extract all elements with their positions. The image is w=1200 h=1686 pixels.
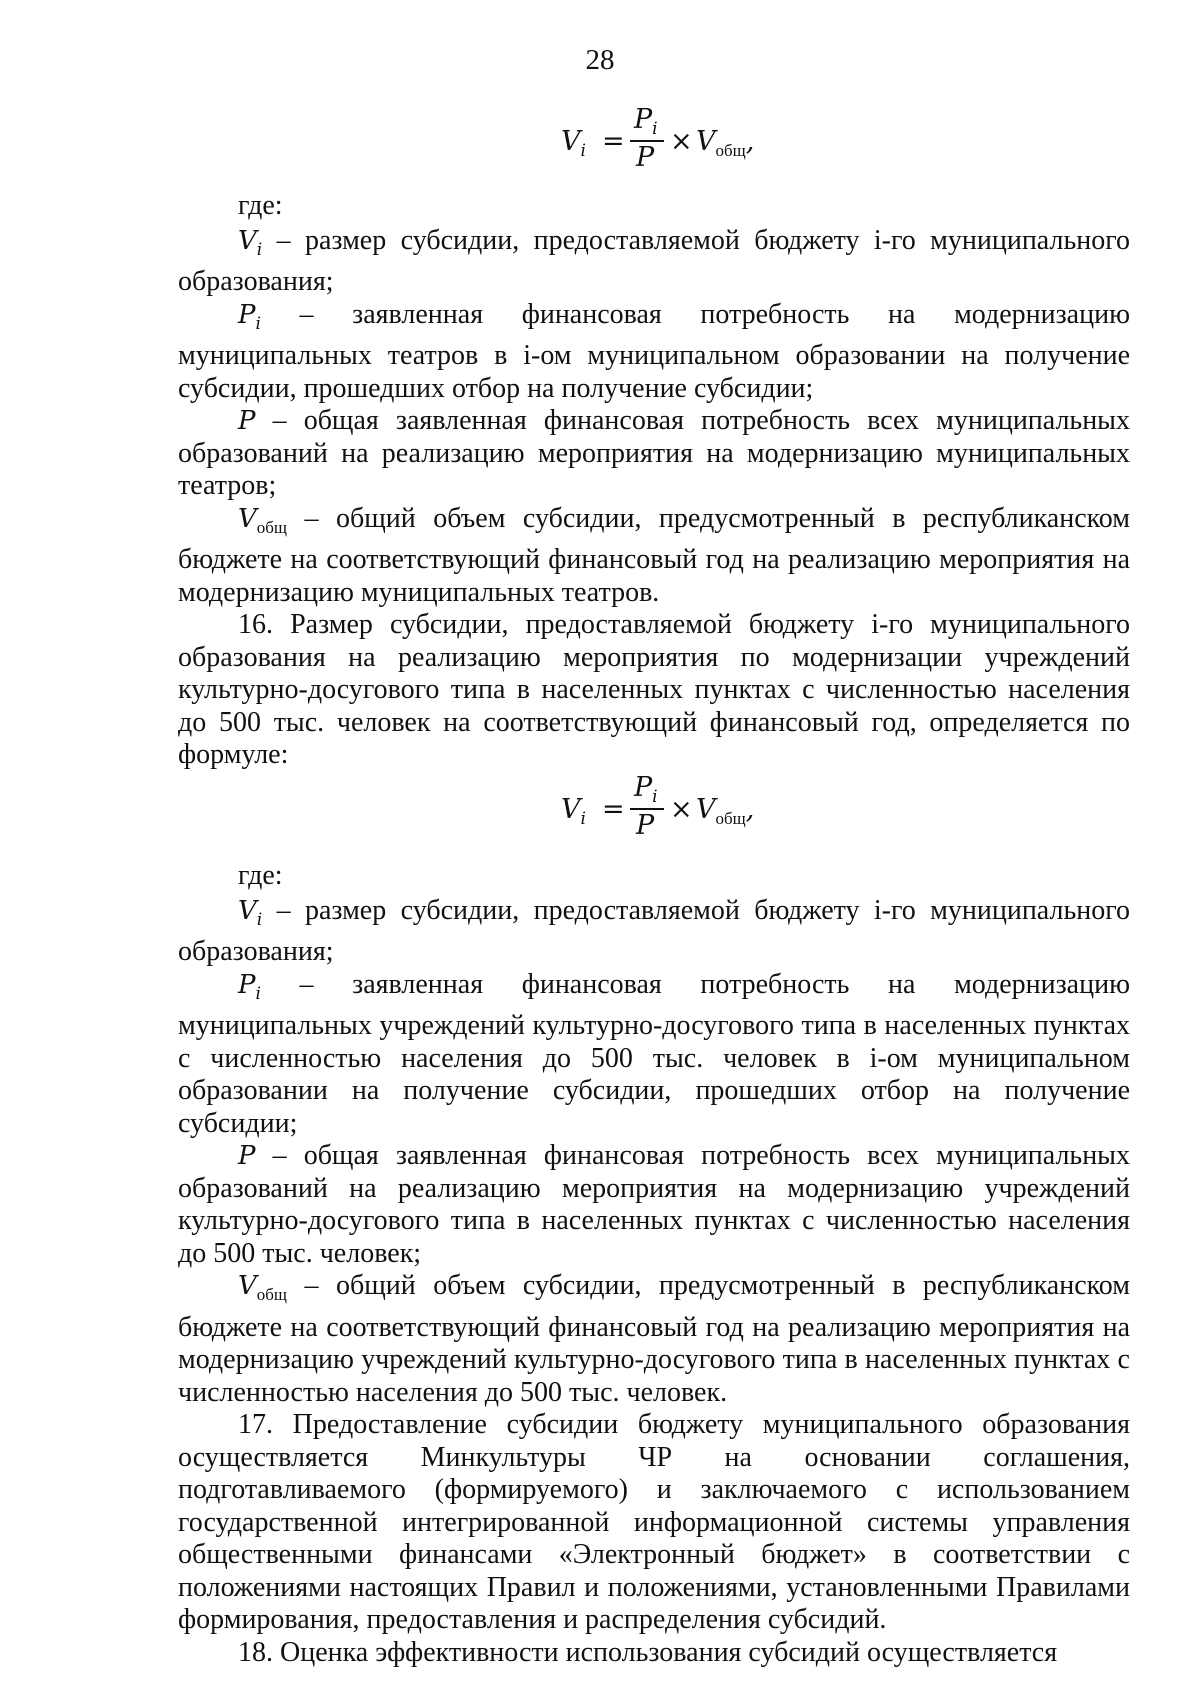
def-vi: $V_i$ – размер субсидии, предоставляемой бюджету i-го муниципального образования; bbox=[178, 894, 1130, 967]
def-p: P – общая заявленная финансовая потребность всех муниципальных образований на реализацию мероприятия на модернизацию муниципальных театров; bbox=[178, 405, 1130, 501]
def-p: P – общая заявленная финансовая потребность всех муниципальных образований на реализацию мероприятия на модернизацию учреждений культурно-досугового типа в населенных пунктах с численностью населения до 500 тыс. человек; bbox=[178, 1140, 1130, 1269]
def-vi: $V_i$ – размер субсидии, предоставляемой бюджету i-го муниципального образования; bbox=[178, 224, 1130, 297]
where-label: где: bbox=[238, 190, 283, 221]
formula-2: $V_i$ = $P_i$ P × $V_{общ}$, bbox=[561, 772, 755, 841]
def-pi: $P_i$ – заявленная финансовая потребность на модернизацию муниципальных учреждений культурно-досугового типа в населенных пунктах с численностью населения до 500 тыс. человек в i-ом муниципальном образовании на получение субсидии, прошедших отбор на получение субсидии; bbox=[178, 968, 1130, 1139]
paragraph-17: 17. Предоставление субсидии бюджету муниципального образования осуществляется Минкультуры ЧР на основании соглашения, подготавливаемого (формируемого) и заключаемого с использованием государственной интегрированной информационной системы управления общественными финансами «Электронный бюджет» в соответствии с положениями настоящих Правил и положениями, установленными Правилами формирования, предоставления и распределения субсидий. bbox=[178, 1409, 1130, 1635]
paragraph-18: 18. Оценка эффективности использования субсидий осуществляется bbox=[238, 1636, 1058, 1668]
formula-1: $V_i$ = $P_i$ P × $V_{общ}$, bbox=[561, 104, 755, 173]
def-v-total: $V_{общ}$ – общий объем субсидии, предусмотренный в республиканском бюджете на соответствующий финансовый год на реализацию мероприятия на модернизацию муниципальных театров. bbox=[178, 502, 1130, 608]
definitions-block-2 bbox=[178, 860, 1130, 1669]
paragraph-16: 16. Размер субсидии, предоставляемой бюджету i-го муниципального образования на реализацию мероприятия по модернизации учреждений культурно-досугового типа в населенных пунктах с численностью населения до 500 тыс. человек на соответствующий финансовый год, определяется по формуле: bbox=[178, 609, 1130, 770]
def-pi: $P_i$ – заявленная финансовая потребность на модернизацию муниципальных театров в i-ом муниципальном образовании на получение субсидии, прошедших отбор на получение субсидии; bbox=[178, 298, 1130, 404]
where-label: где: bbox=[238, 860, 283, 891]
definitions-block-1 bbox=[178, 190, 1130, 772]
def-v-total: $V_{общ}$ – общий объем субсидии, предусмотренный в республиканском бюджете на соответствующий финансовый год на реализацию мероприятия на модернизацию учреждений культурно-досугового типа в населенных пунктах с численностью населения до 500 тыс. человек. bbox=[178, 1270, 1130, 1408]
page-number: 28 bbox=[585, 44, 615, 76]
